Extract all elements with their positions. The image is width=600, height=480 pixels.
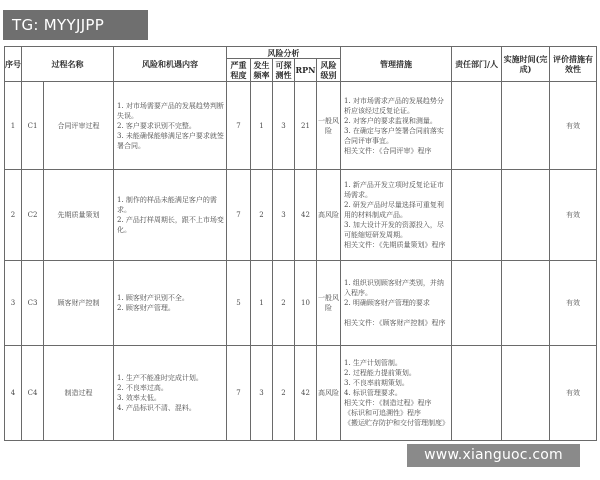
cell-time bbox=[502, 261, 550, 346]
cell-code: C3 bbox=[22, 261, 44, 346]
cell-risk: 1. 顾客财产识别不全。 2. 顾客财产管理。 bbox=[114, 261, 227, 346]
cell-detection: 3 bbox=[273, 82, 295, 170]
cell-time bbox=[502, 82, 550, 170]
header-risk: 风险和机遇内容 bbox=[114, 47, 227, 82]
cell-no: 3 bbox=[5, 261, 22, 346]
cell-level: 高风险 bbox=[317, 346, 341, 441]
cell-occurrence: 2 bbox=[251, 170, 273, 261]
cell-rpn: 42 bbox=[295, 346, 317, 441]
header-detection: 可探测性 bbox=[273, 59, 295, 82]
cell-detection: 2 bbox=[273, 261, 295, 346]
cell-time bbox=[502, 170, 550, 261]
header-occurrence: 发生频率 bbox=[251, 59, 273, 82]
cell-no: 2 bbox=[5, 170, 22, 261]
watermark-bottom: www.xianguoc.com bbox=[407, 444, 580, 467]
table-row bbox=[5, 170, 597, 261]
cell-measures: 1. 新产品开发立项时反复论证市场需求。 2. 研发产品时尽量选择可重复利用的材料制成产品。 3. 加大设计开发的资源投入，尽可能缩短研发周期。 相关文件：《先期质量策划》程序 bbox=[341, 170, 452, 261]
cell-level: 高风险 bbox=[317, 170, 341, 261]
cell-process: 先期质量策划 bbox=[44, 170, 114, 261]
cell-time bbox=[502, 346, 550, 441]
cell-measures: 1. 生产计划管制。 2. 过程能力提前策划。 3. 不良率前期策划。 4. 标识管理要求。 相关文件：《制造过程》程序 《标识和可追溯性》程序 《搬运贮存防护和交付管理制度》 bbox=[341, 346, 452, 441]
cell-no: 4 bbox=[5, 346, 22, 441]
table-row bbox=[5, 82, 597, 170]
cell-severity: 7 bbox=[227, 170, 251, 261]
header-analysis: 风险分析 bbox=[227, 47, 341, 59]
cell-eval: 有效 bbox=[550, 346, 597, 441]
cell-detection: 3 bbox=[273, 170, 295, 261]
header-process: 过程名称 bbox=[22, 47, 114, 82]
cell-rpn: 10 bbox=[295, 261, 317, 346]
cell-code: C1 bbox=[22, 82, 44, 170]
cell-severity: 5 bbox=[227, 261, 251, 346]
cell-risk: 1. 制作的样品未能满足客户的需求。 2. 产品打样周期长，跟不上市场变化。 bbox=[114, 170, 227, 261]
header-time: 实施时间(完成) bbox=[502, 47, 550, 82]
header-measures: 管理措施 bbox=[341, 47, 452, 82]
cell-eval: 有效 bbox=[550, 82, 597, 170]
cell-measures: 1. 对市场需求产品的发展趋势分析应该经过反复论证。 2. 对客户的要求监视和测量。 3. 在确定与客户签署合同前落实合同评审事宜。 相关文件：《合同评审》程序 bbox=[341, 82, 452, 170]
table-row bbox=[5, 261, 597, 346]
cell-occurrence: 3 bbox=[251, 346, 273, 441]
header-severity: 严重程度 bbox=[227, 59, 251, 82]
cell-measures: 1. 组织识别顾客财产类别，并纳入程序。 2. 明确顾客财产管理的要求 相关文件：《顾客财产控制》程序 bbox=[341, 261, 452, 346]
header-dept: 责任部门/人 bbox=[452, 47, 502, 82]
cell-rpn: 21 bbox=[295, 82, 317, 170]
header-level: 风险级别 bbox=[317, 59, 341, 82]
table-row bbox=[5, 346, 597, 441]
cell-occurrence: 1 bbox=[251, 261, 273, 346]
cell-occurrence: 1 bbox=[251, 82, 273, 170]
cell-risk: 1. 对市场需要产品的发展趋势判断失误。 2. 客户要求识别不完整。 3. 未能确保能够满足客户要求就签署合同。 bbox=[114, 82, 227, 170]
header-eval: 评价措施有效性 bbox=[550, 47, 597, 82]
cell-code: C2 bbox=[22, 170, 44, 261]
cell-level: 一般风险 bbox=[317, 261, 341, 346]
cell-level: 一般风险 bbox=[317, 82, 341, 170]
watermark-top: TG: MYYJJPP bbox=[3, 10, 148, 40]
cell-code: C4 bbox=[22, 346, 44, 441]
cell-eval: 有效 bbox=[550, 170, 597, 261]
header-no: 序号 bbox=[5, 47, 22, 82]
cell-rpn: 42 bbox=[295, 170, 317, 261]
risk-assessment-table bbox=[4, 46, 597, 441]
cell-no: 1 bbox=[5, 82, 22, 170]
cell-eval: 有效 bbox=[550, 261, 597, 346]
cell-dept bbox=[452, 261, 502, 346]
cell-dept bbox=[452, 170, 502, 261]
cell-risk: 1. 生产不能准时完成计划。 2. 不良率过高。 3. 效率太低。 4. 产品标识不清、混料。 bbox=[114, 346, 227, 441]
header-rpn: RPN bbox=[295, 59, 317, 82]
cell-severity: 7 bbox=[227, 82, 251, 170]
cell-severity: 7 bbox=[227, 346, 251, 441]
cell-dept bbox=[452, 346, 502, 441]
cell-dept bbox=[452, 82, 502, 170]
cell-detection: 2 bbox=[273, 346, 295, 441]
cell-process: 顾客财产控制 bbox=[44, 261, 114, 346]
cell-process: 合同评审过程 bbox=[44, 82, 114, 170]
cell-process: 制造过程 bbox=[44, 346, 114, 441]
